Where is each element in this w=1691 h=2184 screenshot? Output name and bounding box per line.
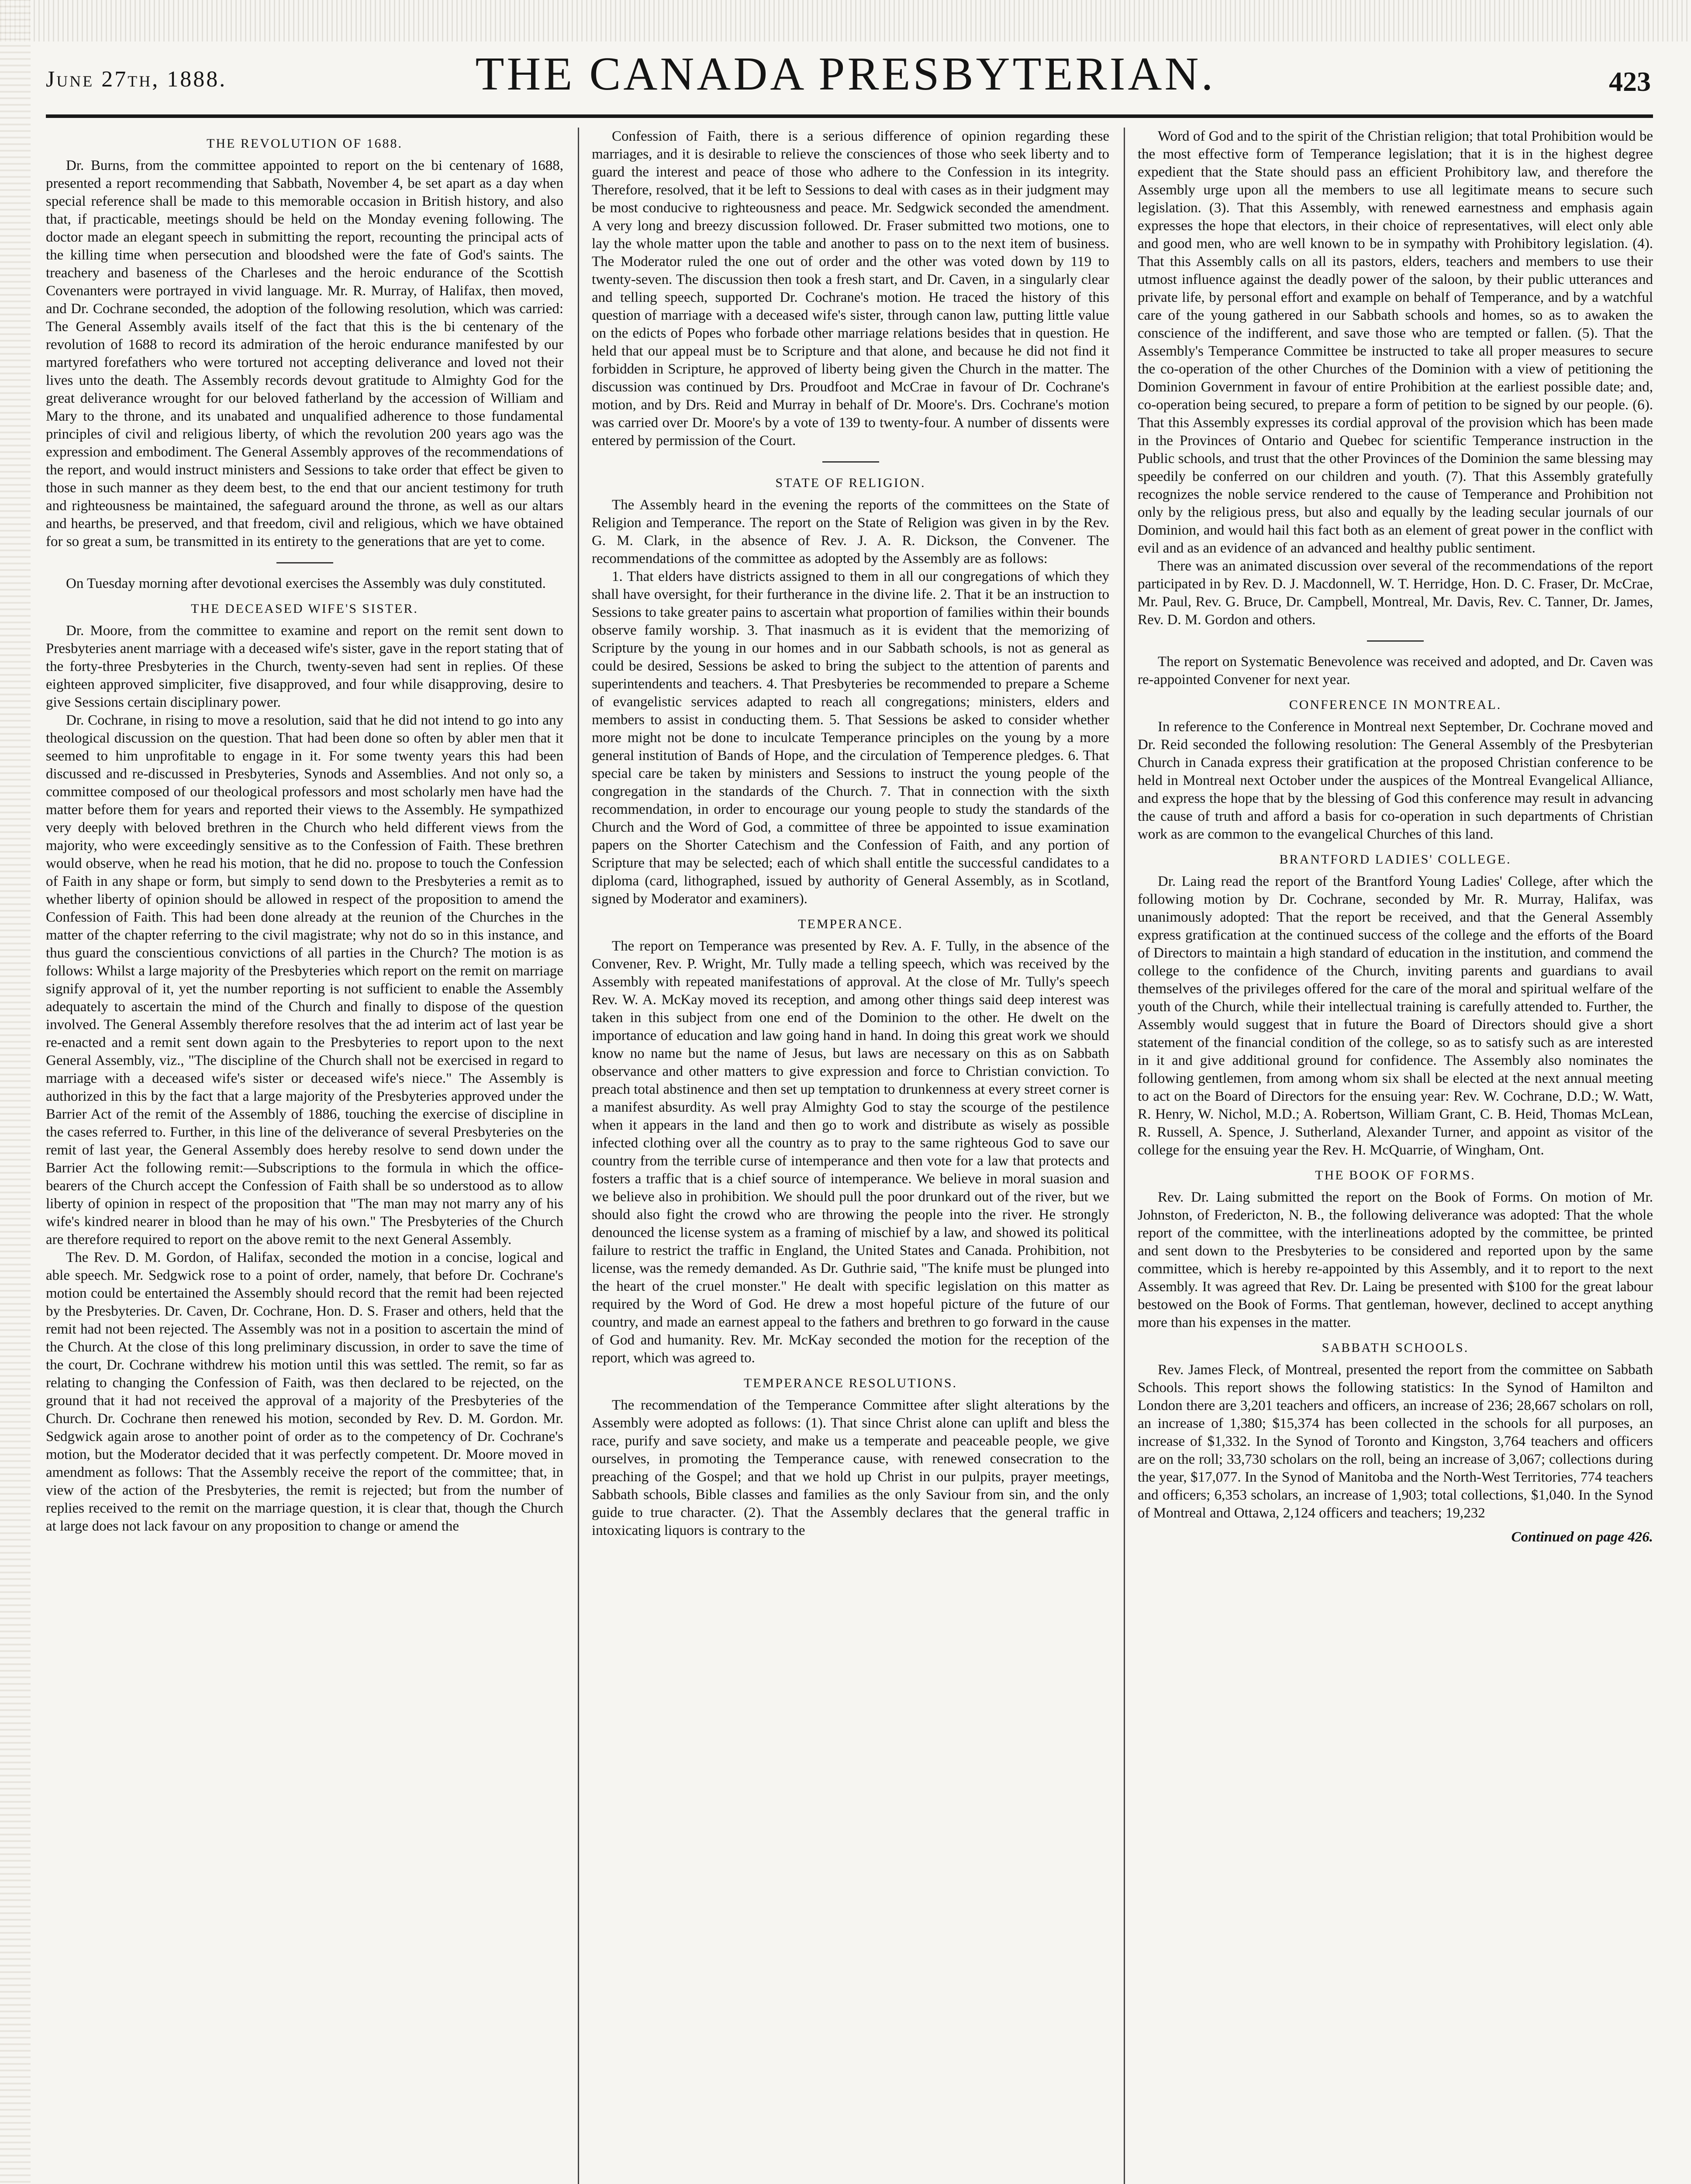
page-number: 423 <box>1609 66 1651 97</box>
section-heading: THE DECEASED WIFE'S SISTER. <box>191 601 418 616</box>
page-header <box>0 0 1691 144</box>
section-heading: TEMPERANCE. <box>798 917 903 931</box>
article-paragraph: The Assembly heard in the evening the reports of the committees on the State of Religion and Temperance. The report on the State of Religion was given in by the Rev. G. M. Clark, in the absence of Rev. J. A. R. Dickson, the Convener. The recommendations of the committee as adopted by the Assembly are as follows: <box>592 497 1109 567</box>
article-paragraph: The Rev. D. M. Gordon, of Halifax, seconded the motion in a concise, logical and able speech. Mr. Sedgwick rose to a point of order, namely, that before Dr. Cochrane's motion could be entertained the Assembly should record that the remit had been rejected by the Presbyteries. Dr. Caven, Dr. Cochrane, Hon. D. S. Fraser and others, held that the remit had not been rejected. The Assembly was not in a position to ascertain the mind of the Church. At the close of this long preliminary discussion, in order to save the time of the court, Dr. Cochrane withdrew his motion until this was settled. The remit, so far as relating to changing the Confession of Faith, was then declared to be rejected, on the ground that it had not received the approval of a majority of the Presbyteries of the Church. Dr. Cochrane then renewed his motion, seconded by Rev. D. M. Gordon. Mr. Sedgwick again arose to another point of order as to the competency of Dr. Cochrane's motion, but the Moderator decided that it was perfectly competent. Dr. Moore moved in amendment as follows: That the Assembly receive the report of the committee; that, in view of the action of the Presbyteries, the remit is rejected; but from the number of replies received to the remit on the marriage question, it is clear that, though the Church at large does not lack favour on any proposition to change or amend the <box>46 1250 563 1534</box>
section-heading: STATE OF RELIGION. <box>775 476 926 490</box>
article-paragraph: Rev. James Fleck, of Montreal, presented the report from the committee on Sabbath Schools. This report shows the following statistics: In the Synod of Hamilton and London there are 3,201 teachers and officers, an increase of 236; 28,667 scholars on roll, an increase of 1,380; $15,374 has been collected in the schools for all purposes, an increase of $1,332. In the Synod of Toronto and Kingston, 3,764 teachers and officers are on the roll; 33,730 scholars on the roll, being an increase of 3,067; collections during the year, $17,077. In the Synod of Manitoba and the North-West Territories, 774 teachers and officers; 6,353 scholars, an increase of 1,903; total collections, $1,040. In the Synod of Montreal and Ottawa, 2,124 officers and teachers; 19,232 <box>1138 1362 1653 1521</box>
article-paragraph: The report on Systematic Benevolence was received and adopted, and Dr. Caven was re-appointed Convener for next year. <box>1138 654 1653 688</box>
scan-noise-edge <box>0 0 31 2184</box>
article-paragraph: In reference to the Conference in Montreal next September, Dr. Cochrane moved and Dr. Reid seconded the following resolution: The General Assembly of the Presbyterian Church in Canada express their gratification at the proposed Christian conference to be held in Montreal next October under the auspices of the Montreal Evangelical Alliance, and express the hope that by the blessing of God this conference may result in advancing the cause of truth and afford a basis for co-operation in such departments of Christian work as are common to the evangelical Churches of this land. <box>1138 719 1653 842</box>
issue-date: June 27th, 1888. <box>46 67 227 92</box>
article-paragraph: Word of God and to the spirit of the Christian religion; that total Prohibition would be the most effective form of Temperance legislation; that it is in the highest degree expedient that the State should pass an efficient Prohibitory law, and therefore the Assembly urge upon all the members to use all legitimate means to secure such legislation. (3). That this Assembly, with renewed earnestness and emphasis again expresses the hope that electors, in their choice of representatives, will elect only able and good men, who are well known to be in sympathy with Prohibitory legislation. (4). That this Assembly calls on all its pastors, elders, teachers and members to use their utmost influence against the deadly power of the saloon, by their public utterances and private life, by personal effort and example on behalf of Temperance, and by a watchful care of the young gathered in our Sabbath schools and homes, so as to awaken the conscience of the indifferent, and save those who are tempted or fallen. (5). That the Assembly's Temperance Committee be instructed to take all proper measures to secure the co-operation of the other Churches of the Dominion with a view of petitioning the Dominion Government in favour of entire Prohibition at the earliest possible date; and, co-operation being secured, to prepare a form of petition to be signed by our people. (6). That this Assembly expresses its cordial approval of the provision which has been made in the Provinces of Ontario and Quebec for scientific Temperance instruction in the Public schools, and trust that the other Provinces of the Dominion the same blessing may speedily be conferred on our children and youth. (7). That this Assembly gratefully recognizes the noble service rendered to the cause of Temperance and Prohibition not only by the religious press, but also and equally by the leading secular journals of our Dominion, and would hail this fact both as an element of great power in the conflict with evil and as an evidence of an advanced and healthy public sentiment. <box>1138 128 1653 556</box>
article-paragraph: Dr. Moore, from the committee to examine and report on the remit sent down to Presbyteries anent marriage with a deceased wife's sister, gave in the report stating that of the forty-three Presbyteries in the Church, twenty-seven had sent in replies. Of these eighteen approved simpliciter, five disapproved, and four while disapproving, desire to give Sessions certain disciplinary power. <box>46 623 563 710</box>
article-paragraph: Dr. Laing read the report of the Brantford Young Ladies' College, after which the following motion by Dr. Cochrane, seconded by Mr. R. Murray, Halifax, was unanimously adopted: That the report be received, and that the General Assembly express gratification at the continued success of the college and the efforts of the Board of Directors to maintain a high standard of education in the institution, and commend the college to the confidence of the Church, inviting parents and guardians to avail themselves of the privileges offered for the care of the moral and spiritual welfare of the youth of the Church, while their intellectual training is carefully attended to. Further, the Assembly would suggest that in future the Board of Directors should give a short statement of the financial condition of the college, so as to satisfy such as are interested in it and give additional ground for confidence. The Assembly also nominates the following gentlemen, from among whom six shall be elected at the next annual meeting to act on the Board of Directors for the ensuing year: Rev. W. Cochrane, D.D.; W. Watt, R. Henry, W. Nichol, M.D.; A. Robertson, William Grant, C. B. Heid, Thomas McLean, R. Russell, A. Spence, J. Sutherland, Alexander Turner, and appoint as visitor of the college for the ensuing year the Rev. H. McQuarrie, of Wingham, Ont. <box>1138 874 1653 1158</box>
section-heading: THE BOOK OF FORMS. <box>1315 1168 1476 1182</box>
section-heading: CONFERENCE IN MONTREAL. <box>1289 698 1502 712</box>
article-paragraph: Dr. Cochrane, in rising to move a resolution, said that he did not intend to go into any theological discussion on the question. That had been done so often by abler men that it seemed to him unprofitable to engage in it. For some twenty years this had been discussed and re-discussed in Presbyteries, Synods and Assemblies. And not only so, a committee composed of our theological professors and most scholarly men have had the matter before them for years and reported their views to the Assembly. He sympathized very deeply with beloved brethren in the Church who held different views from the majority, who were exceedingly sensitive as to the Confession of Faith. These brethren would observe, when he read his motion, that he did no. propose to touch the Confession of Faith in any shape or form, but simply to send down to the Presbyteries a remit as to whether liberty of opinion should be allowed in respect of the proposition to amend the Confession of Faith. This had been done already at the reunion of the Churches in the matter of the chapter referring to the civil magistrate; why not do so in this instance, and thus guard the conscientious convictions of all parties in the Church? The motion is as follows: Whilst a large majority of the Presbyteries which report on the remit on marriage signify approval of it, yet the number reporting is not sufficient to enable the Assembly adequately to ascertain the mind of the Church and finally to dispose of the question involved. The General Assembly therefore resolves that the ad interim act of last year be re-enacted and a remit sent down again to the Presbyteries to report upon to the next General Assembly, viz., "The discipline of the Church shall not be exercised in regard to marriage with a deceased wife's sister or deceased wife's niece." The Assembly is authorized in this by the fact that a large majority of the Presbyteries approved under the Barrier Act of the remit of the Assembly of 1886, touching the exercise of discipline in the cases referred to. Further, in this line of the deliverance of several Presbyteries on the remit of last year, the General Assembly does hereby resolve to send down under the Barrier Act the following remit:—Subscriptions to the formula in which the office-bearers of the Church accept the Confession of Faith shall be so understood as to allow liberty of opinion in respect of the proposition that "The man may not marry any of his wife's kindred nearer in blood than he may of his own." The Presbyteries of the Church are therefore required to report on the above remit to the next General Assembly. <box>46 712 563 1248</box>
section-divider <box>276 562 333 563</box>
article-paragraph: Rev. Dr. Laing submitted the report on the Book of Forms. On motion of Mr. Johnston, of Fredericton, N. B., the following deliverance was adopted: That the whole report of the committee, with the interlineations adopted by the committee, be printed and sent down to the Presbyteries to be considered and reported upon by the same committee, which is hereby re-appointed by this Assembly, and it to report to the next Assembly. It was agreed that Rev. Dr. Laing be presented with $100 for the great labour bestowed on the Book of Forms. That gentleman, however, declined to accept anything more than his expenses in the matter. <box>1138 1189 1653 1330</box>
continued-notice: Continued on page 426. <box>1511 1529 1653 1545</box>
section-divider <box>822 461 879 463</box>
article-paragraph: Confession of Faith, there is a serious difference of opinion regarding these marriages, and it is desirable to relieve the consciences of those who seek liberty and to guard the interest and peace of those who adhere to the Confession in its integrity. Therefore, resolved, that it be left to Sessions to deal with cases as in their judgment may be most conducive to righteousness and peace. Mr. Sedgwick seconded the amendment. A very long and breezy discussion followed. Dr. Fraser submitted two motions, one to lay the whole matter upon the table and another to pass on to the next item of business. The Moderator ruled the one out of order and the other was voted down by 119 to twenty-seven. The discussion then took a fresh start, and Dr. Caven, in a singularly clear and telling speech, supported Dr. Cochrane's motion. He traced the history of this question of marriage with a deceased wife's sister, through canon law, putting little value on the edicts of Popes who forbade other marriage relations besides that in question. He held that our appeal must be to Scripture and that alone, and because he did not find it forbidden in Scripture, he approved of liberty being given the Church in the matter. The discussion was continued by Drs. Proudfoot and McCrae in favour of Dr. Cochrane's motion, and by Drs. Reid and Murray in behalf of Dr. Moore's. Drs. Cochrane's motion was carried over Dr. Moore's by a vote of 139 to twenty-four. A number of dissents were entered by permission of the Court. <box>592 128 1109 449</box>
column-divider <box>578 128 579 2184</box>
section-heading: BRANTFORD LADIES' COLLEGE. <box>1279 852 1512 867</box>
column-2 <box>592 128 1109 2184</box>
article-paragraph: The recommendation of the Temperance Committee after slight alterations by the Assembly were adopted as follows: (1). That since Christ alone can uplift and bless the race, purify and save society, and make us a temperate and peaceable people, we give ourselves, in promoting the Temperance cause, with renewed consecration to the preaching of the Gospel; and that we hold up Christ in our pulpits, prayer meetings, Sabbath schools, Bible classes and families as the only Saviour from sin, and the only guide to true character. (2). That the Assembly declares that the general traffic in intoxicating liquors is contrary to the <box>592 1397 1109 1538</box>
section-heading: SABBATH SCHOOLS. <box>1322 1341 1469 1355</box>
newspaper-title: THE CANADA PRESBYTERIAN. <box>475 48 1216 100</box>
article-paragraph: On Tuesday morning after devotional exercises the Assembly was duly constituted. <box>66 576 546 591</box>
section-heading: TEMPERANCE RESOLUTIONS. <box>743 1376 957 1390</box>
article-paragraph: The report on Temperance was presented by Rev. A. F. Tully, in the absence of the Convener, Rev. P. Wright, Mr. Tully made a telling speech, which was received by the Assembly with repeated manifestations of approval. At the close of Mr. Tully's speech Rev. W. A. McKay moved its reception, and among other things said deep interest was taken in this subject from one end of the Dominion to the other. He dwelt on the importance of education and law going hand in hand. In doing this great work we should know no name but the name of Jesus, but laws are necessary on this as on Sabbath observance and other matters to give expression and force to Christian conviction. To preach total abstinence and then set up temptation to drunkenness at every street corner is a manifest absurdity. As well pray Almighty God to stay the scourge of the pestilence when it appears in the land and then go to work and distribute as wisely as possible infected clothing over all the country as to pray to the same righteous God to save our country from the terrible curse of intemperance and then vote for a law that protects and fosters a traffic that is a chief source of intemperance. We believe in moral suasion and we believe also in prohibition. We should pull the poor drunkard out of the river, but we should also fight the crowd who are throwing the people into the river. He strongly denounced the license system as a framing of mischief by a law, and showed its political failure to restrict the traffic in England, the United States and Canada. Prohibition, not license, was the remedy demanded. As Dr. Guthrie said, "The knife must be plunged into the heart of the cruel monster." He dealt with specific legislation on this matter as required by the Word of God. He drew a most hopeful picture of the future of our country, and made an earnest appeal to the fathers and brethren to go forward in the cause of God and humanity. Rev. Mr. McKay seconded the motion for the reception of the report, which was agreed to. <box>592 938 1109 1366</box>
article-paragraph: There was an animated discussion over several of the recommendations of the report participated in by Rev. D. J. Macdonnell, W. T. Herridge, Hon. D. C. Fraser, Dr. McCrae, Mr. Paul, Rev. G. Bruce, Dr. Campbell, Montreal, Mr. Davis, Rev. C. Tanner, Dr. James, Rev. D. M. Gordon and others. <box>1138 558 1653 628</box>
column-3 <box>1138 128 1653 2184</box>
section-heading: THE REVOLUTION OF 1688. <box>207 136 403 151</box>
article-paragraph: Dr. Burns, from the committee appointed to report on the bi centenary of 1688, presented a report recommending that Sabbath, November 4, be set apart as a day when special reference shall be made to this memorable occasion in British history, and also that, if practicable, meetings should be held on the Monday evening following. The doctor made an elegant speech in submitting the report, recounting the principal acts of the killing time when persecution and bloodshed were the fate of God's saints. The treachery and baseness of the Charleses and the heroic endurance of the Scottish Covenanters were portrayed in vivid language. Mr. R. Murray, of Halifax, then moved, and Dr. Cochrane seconded, the adoption of the following resolution, which was carried: The General Assembly avails itself of the fact that this is the bi centenary of the revolution of 1688 to record its admiration of the heroic endurance manifested by our martyred forefathers who were tortured not accepting deliverance and loved not their lives unto the death. The Assembly records devout gratitude to Almighty God for the great deliverance wrought for our beloved fatherland by the accession of William and Mary to the throne, and its unabated and unqualified adherence to those fundamental principles of civil and religious liberty, of which the revolution 200 years ago was the expression and embodiment. The General Assembly approves of the recommendations of the report, and would instruct ministers and Sessions to take order that effect be given to those in such manner as they deem best, to the end that our ancient testimony for truth and righteousness be maintained, the safeguard around the throne, as well as our altars and hearths, be preserved, and that freedom, civil and religious, which we have obtained for so great a sum, be transmitted in its entirety to the generations that are yet to come. <box>46 158 563 549</box>
section-divider <box>1367 640 1424 642</box>
column-divider <box>1124 128 1125 2184</box>
header-rule <box>46 114 1653 118</box>
column-1 <box>46 128 563 2184</box>
article-paragraph: 1. That elders have districts assigned to them in all our congregations of which they shall have oversight, for their furtherance in the divine life. 2. That it be an instruction to Sessions to take greater pains to ascertain what proportion of families within their bounds observe family worship. 3. That inasmuch as it is evident that the memorizing of Scripture by the young in our homes and in our Sabbath schools, is not as general as could be desired, Sessions be asked to bring the subject to the attention of parents and superintendents and teachers. 4. That Presbyteries be recommended to prepare a Scheme of evangelistic services adapted to reach all congregations; ministers, elders and members to assist in conducting them. 5. That Sessions be asked to consider whether more might not be done to inculcate Temperance principles on the young by a more general institution of Bands of Hope, and the circulation of Temperence pledges. 6. That special care be taken by ministers and Sessions to instruct the young people of the congregation in the standards of the Church. 7. That in connection with the sixth recommendation, in order to encourage our young people to study the standards of the Church and the Word of God, a committee of three be appointed to issue examination papers on the Shorter Catechism and the Confession of Faith, and any portion of Scripture that may be selected; each of which shall entitle the successful candidates to a diploma (card, lithographed, issued by authority of General Assembly, as in Scotland, signed by Moderator and examiners). <box>592 569 1109 907</box>
